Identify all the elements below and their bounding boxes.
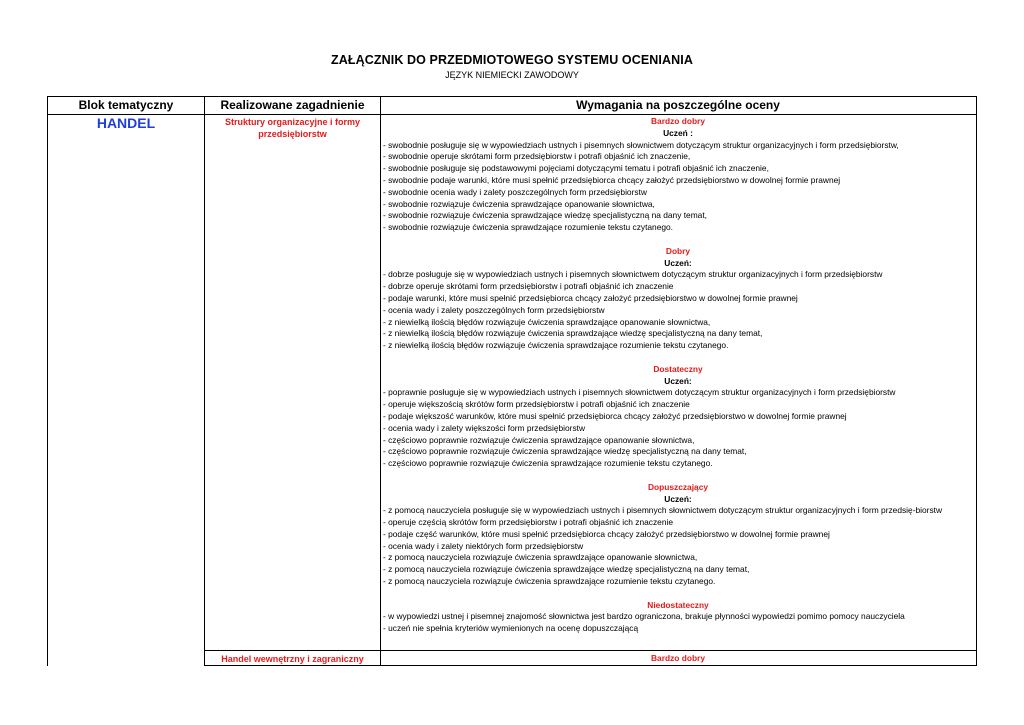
requirement-item: - operuje częścią skrótów form przedsiębiorstw i potrafi objaśnić ich znaczenie: [383, 517, 673, 528]
requirement-item: - swobodnie ocenia wady i zalety poszczególnych form przedsiębiorstw: [383, 186, 647, 197]
page-title: ZAŁĄCZNIK DO PRZEDMIOTOWEGO SYSTEMU OCENIANIA: [331, 53, 693, 67]
spacer: [383, 588, 973, 600]
requirement-item: - swobodnie posługuje się w wypowiedziach ustnych i pisemnych słownictwem dotyczącym struktur organizacyjnych i form przedsiębiorstw,: [383, 139, 899, 150]
requirement-item: - poprawnie posługuje się w wypowiedziach ustnych i pisemnych słownictwem dotyczącym struktur organizacyjnych i form przedsiębiorstw: [383, 387, 896, 398]
student-label: Uczeń:: [664, 493, 692, 504]
requirement-item: - podaje część warunków, które musi spełnić przedsiębiorca chcący założyć przedsiębiorstwo w dowolnej formie prawnej: [383, 528, 830, 539]
requirement-item: - częściowo poprawnie rozwiązuje ćwiczenia sprawdzające wiedzę specjalistyczną na dany temat,: [383, 446, 747, 457]
requirements-content: [383, 116, 973, 635]
table-bottom-line: [204, 665, 977, 666]
requirement-item: - swobodnie rozwiązuje ćwiczenia sprawdzające rozumienie tekstu czytanego.: [383, 222, 674, 233]
spacer: [383, 234, 973, 246]
grade-heading: Dopuszczający: [647, 481, 709, 492]
column-header-block: Blok tematyczny: [78, 98, 174, 112]
requirement-item: - swobodnie rozwiązuje ćwiczenia sprawdzające wiedzę specjalistyczną na dany temat,: [383, 210, 707, 221]
student-label: Uczeń :: [663, 127, 693, 138]
requirement-item: - swobodnie rozwiązuje ćwiczenia sprawdzające opanowanie słownictwa,: [383, 198, 655, 209]
grade-heading: Bardzo dobry: [651, 116, 705, 126]
requirement-item: - dobrze operuje skrótami form przedsiębiorstw i potrafi objaśnić ich znaczenie: [383, 281, 674, 292]
column-header-topic: Realizowane zagadnienie: [220, 98, 365, 112]
requirement-item: - z niewielką ilością błędów rozwiązuje ćwiczenia sprawdzające opanowanie słownictwa,: [383, 316, 711, 327]
spacer: [383, 470, 973, 482]
grade-heading: Dostateczny: [653, 363, 703, 374]
requirement-item: - uczeń nie spełnia kryteriów wymienionych na ocenę dopuszczającą: [383, 623, 639, 634]
requirement-item: - w wypowiedzi ustnej i pisemnej znajomość słownictwa jest bardzo ograniczona, brakuje płynności wypowiedzi pomimo pomocy nauczyciela: [383, 611, 905, 622]
grade-heading: Niedostateczny: [647, 599, 709, 610]
requirement-item: - z pomocą nauczyciela posługuje się w wypowiedziach ustnych i pisemnych słownictwem dotyczącym struktur organizacyjnych i form przedsię-biorstw: [383, 505, 943, 516]
table-row-divider: [204, 650, 977, 651]
student-label: Uczeń:: [664, 257, 692, 268]
spacer: [383, 352, 973, 364]
requirement-item: - operuje większością skrótów form przedsiębiorstw i potrafi objaśnić ich znaczenie: [383, 399, 690, 410]
grade-heading: Dobry: [665, 245, 691, 256]
topic-structures: Struktury organizacyjne i formy przedsiębiorstw: [224, 117, 361, 139]
block-name: HANDEL: [96, 115, 156, 131]
requirement-item: - ocenia wady i zalety niektórych form przedsiębiorstw: [383, 540, 584, 551]
requirement-item: - częściowo poprawnie rozwiązuje ćwiczenia sprawdzające opanowanie słownictwa,: [383, 434, 695, 445]
table-column-divider-2: [380, 96, 381, 666]
requirement-item: - dobrze posługuje się w wypowiedziach ustnych i pisemnych słownictwem dotyczącym struktur organizacyjnych i form przedsiębiorstw: [383, 269, 883, 280]
page-subtitle: JĘZYK NIEMIECKI ZAWODOWY: [445, 70, 579, 80]
table-border-top: [47, 96, 977, 97]
requirement-item: - z pomocą nauczyciela rozwiązuje ćwiczenia sprawdzające opanowanie słownictwa,: [383, 552, 698, 563]
requirement-item: - ocenia wady i zalety większości form przedsiębiorstw: [383, 422, 586, 433]
requirement-item: - z niewielką ilością błędów rozwiązuje ćwiczenia sprawdzające wiedzę specjalistyczną na dany temat,: [383, 328, 763, 339]
requirement-item: - podaje większość warunków, które musi spełnić przedsiębiorca chcący założyć przedsiębiorstwo w dowolnej formie prawnej: [383, 410, 847, 421]
requirement-item: - ocenia wady i zalety poszczególnych form przedsiębiorstw: [383, 304, 605, 315]
table-column-divider-1: [204, 96, 205, 666]
table-border-right: [976, 96, 977, 666]
column-header-requirements: Wymagania na poszczególne oceny: [576, 98, 780, 112]
grade-heading-next-row: Bardzo dobry: [651, 653, 705, 663]
requirement-item: - swobodnie posługuje się podstawowymi pojęciami dotyczącymi tematu i potrafi objaśnić ich znaczenie,: [383, 163, 769, 174]
requirement-item: - z pomocą nauczyciela rozwiązuje ćwiczenia sprawdzające wiedzę specjalistyczną na dany temat,: [383, 564, 750, 575]
student-label: Uczeń:: [664, 375, 692, 386]
requirement-item: - swobodnie podaje warunki, które musi spełnić przedsiębiorca chcący założyć przedsiębiorstwo w dowolnej formie prawnej: [383, 174, 841, 185]
table-border-left: [47, 96, 48, 666]
requirement-item: - częściowo poprawnie rozwiązuje ćwiczenia sprawdzające rozumienie tekstu czytanego.: [383, 458, 713, 469]
requirement-item: - swobodnie operuje skrótami form przedsiębiorstw i potrafi objaśnić ich znaczenie,: [383, 151, 691, 162]
requirement-item: - podaje warunki, które musi spełnić przedsiębiorca chcący założyć przedsiębiorstwo w dowolnej formie prawnej: [383, 292, 798, 303]
topic-trade: Handel wewnętrzny i zagraniczny: [221, 654, 364, 664]
requirement-item: - z pomocą nauczyciela rozwiązuje ćwiczenia sprawdzające rozumienie tekstu czytanego.: [383, 576, 716, 587]
requirement-item: - z niewielką ilością błędów rozwiązuje ćwiczenia sprawdzające rozumienie tekstu czytanego.: [383, 340, 729, 351]
